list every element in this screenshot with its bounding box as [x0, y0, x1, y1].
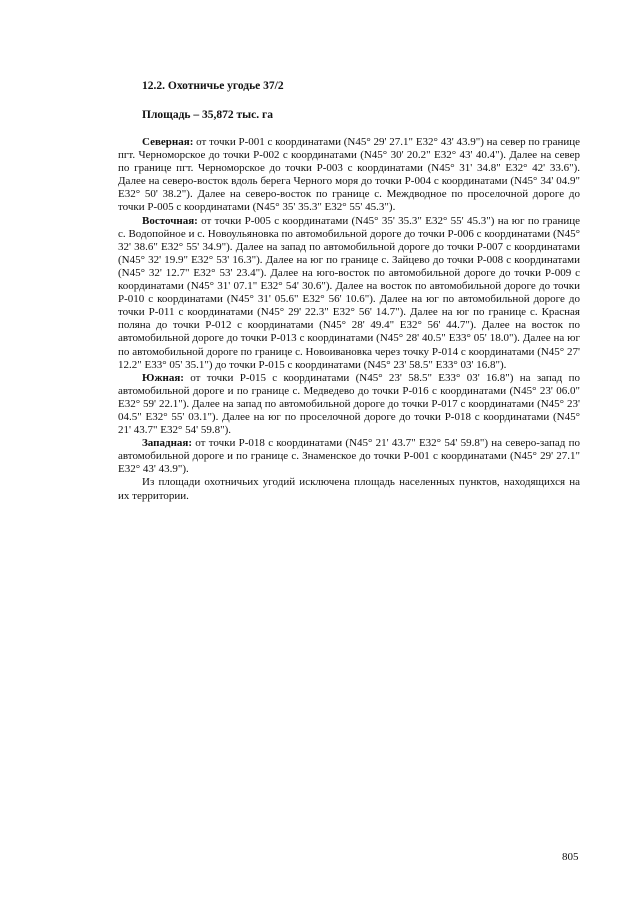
direction-label-east: Восточная:: [142, 214, 198, 227]
direction-label-north: Северная:: [142, 136, 194, 148]
paragraph-north-boundary: [118, 136, 580, 215]
direction-label-west: Западная:: [142, 437, 193, 450]
direction-label-south: Южная:: [142, 371, 184, 384]
area-line: Площадь – 35,872 тыс. га: [142, 109, 273, 121]
paragraph-text-west: от точки Р-018 с координатами (N45° 21' 43.7" E32° 54' 59.8") на северо-запад по автомобильной дороге и по границе с. Знаменское до точки Р-001 с координатами (N45° 29' 27.1" E32° 43' 43.9").: [118, 437, 580, 476]
section-title: 12.2. Охотничье угодье 37/2: [142, 80, 284, 92]
paragraph-east-boundary: [118, 215, 580, 372]
paragraph-south-boundary: [118, 372, 580, 437]
paragraph-text-east: от точки Р-005 с координатами (N45° 35' 35.3" E32° 55' 45.3") на юг по границе с. Водопойное и с. Новоульяновка по автомобильной дороге до точки Р-006 с координатами (N45° 32' 38.6" E32° 55' 34.9"). Далее на запад по автомобильной дороге до точки Р-007 с координатами (N45° 32' 19.9" E32° 53' 16.3"). Далее на юг по границе с. Зайцево до точки Р-008 с координатами (N45° 32' 12.7" E32° 53' 23.4"). Далее на юго-восток по автомобильной дороге до точки Р-009 с координатами (N45° 31' 07.1" E32° 54' 30.6"). Далее на восток по автомобильной дороге до точки Р-010 с координатами (N45° 31' 05.6" E32° 56' 10.6"). Далее на юг по автомобильной дороге до точки Р-011 с координатами (N45° 29' 22.3" E32° 56' 14.7"). Далее на юг по границе с. Красная поляна до точки Р-012 с координатами (N45° 28' 49.4" E32° 56' 44.7"). Далее на восток по автомобильной дороге до точки Р-013 с координатами (N45° 28' 40.5" E33° 05' 18.0"). Далее на юг по автомобильной дороге по границе с. Новоивановка через точку Р-014 с координатами (N45° 27' 12.2" E33° 05' 35.1") до точки Р-015 с координатами (N45° 23' 58.5" E33° 03' 16.8").: [118, 214, 580, 371]
paragraph-west-boundary: [118, 437, 580, 476]
paragraph-text-south: от точки Р-015 с координатами (N45° 23' 58.5" E33° 03' 16.8") на запад по автомобильной дороге и по границе с. Медведево до точки Р-016 с координатами (N45° 23' 06.0" E32° 59' 22.1"). Далее на запад по автомобильной дороге до точки Р-017 с координатами (N45° 23' 04.5" E32° 55' 03.1"). Далее на юг по проселочной дороге до точки Р-018 с координатами (N45° 21' 43.7" E32° 54' 59.8").: [118, 371, 580, 437]
paragraph-text-north: от точки Р-001 с координатами (N45° 29' 27.1" E32° 43' 43.9") на север по границе пгт. Черноморское до точки Р-002 с координатами (N45° 30' 20.2" E32° 43' 40.4"). Далее на север по границе пгт. Черноморское до точки Р-003 с координатами (N45° 31' 34.8" E32° 42' 33.6"). Далее на северо-восток вдоль берега Черного моря до точки Р-004 с координатами (N45° 34' 04.9" E32° 50' 38.2"). Далее на северо-восток по границе с. Междводное по проселочной дороге до точки Р-005 с координатами (N45° 35' 35.3" E32° 55' 45.3").: [118, 136, 580, 214]
paragraph-exclusion-note: [118, 476, 580, 502]
body-text: [118, 136, 580, 503]
paragraph-text-exclusion: Из площади охотничьих угодий исключена площадь населенных пунктов, находящихся на их территории.: [118, 476, 580, 502]
page-number: 805: [562, 851, 579, 863]
